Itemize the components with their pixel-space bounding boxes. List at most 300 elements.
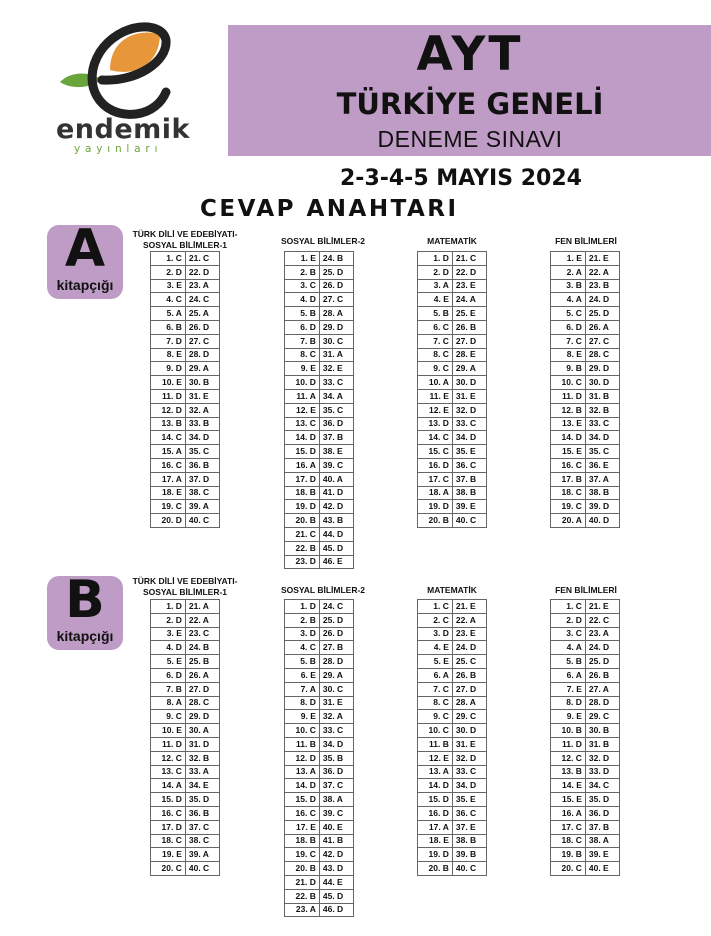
answer-row <box>285 682 354 696</box>
booklet-b-subject-2-title: SOSYAL BİLİMLER-2 <box>280 585 366 595</box>
answer-cell: 14. D <box>285 779 320 793</box>
answer-cell: 10. E <box>151 376 186 390</box>
answer-cell: 20. B <box>418 862 453 876</box>
answer-cell: 14. C <box>418 431 453 445</box>
answer-cell: 22. A <box>185 613 219 627</box>
answer-row <box>418 862 487 876</box>
answer-cell: 14. C <box>151 431 186 445</box>
answer-cell: 26. D <box>319 627 353 641</box>
answer-cell: 1. D <box>151 600 186 614</box>
answer-cell: 2. B <box>285 613 320 627</box>
answer-cell: 17. A <box>418 820 453 834</box>
answer-cell: 37. D <box>185 472 219 486</box>
answer-cell: 35. E <box>452 793 486 807</box>
answer-cell: 5. B <box>285 307 320 321</box>
answer-cell: 12. C <box>151 751 186 765</box>
answer-cell: 23. D <box>285 555 320 569</box>
answer-cell: 32. E <box>319 362 353 376</box>
answer-cell: 3. D <box>285 627 320 641</box>
answer-cell: 33. D <box>585 765 619 779</box>
booklet-b-subject-4-title: FEN BİLİMLERİ <box>555 585 617 595</box>
answer-row <box>285 307 354 321</box>
answer-cell: 28. A <box>319 307 353 321</box>
answer-row <box>551 724 620 738</box>
answer-cell: 39. A <box>185 848 219 862</box>
answer-cell: 14. A <box>151 779 186 793</box>
answer-row <box>418 417 487 431</box>
answer-row <box>285 252 354 266</box>
answer-row <box>151 862 220 876</box>
answer-cell: 9. C <box>151 710 186 724</box>
answer-cell: 6. B <box>151 320 186 334</box>
answer-cell: 24. D <box>585 293 619 307</box>
booklet-a-subject-3-title: MATEMATİK <box>427 236 477 246</box>
answer-cell: 33. C <box>585 417 619 431</box>
answer-cell: 37. B <box>585 820 619 834</box>
answer-cell: 38. B <box>585 486 619 500</box>
answer-row <box>151 848 220 862</box>
answer-cell: 4. A <box>551 641 586 655</box>
answer-cell: 12. E <box>418 751 453 765</box>
answer-cell: 32. A <box>319 710 353 724</box>
answer-row <box>551 655 620 669</box>
answer-cell: 6. D <box>151 668 186 682</box>
answer-cell: 26. B <box>452 668 486 682</box>
answer-cell: 32. D <box>452 751 486 765</box>
answer-cell: 24. C <box>319 600 353 614</box>
answer-row <box>151 348 220 362</box>
answer-cell: 43. B <box>319 514 353 528</box>
answer-cell: 37. E <box>452 820 486 834</box>
answer-row <box>285 793 354 807</box>
answer-cell: 2. D <box>551 613 586 627</box>
answer-cell: 15. D <box>151 793 186 807</box>
answer-row <box>151 779 220 793</box>
answer-cell: 4. D <box>151 641 186 655</box>
answer-cell: 27. C <box>585 334 619 348</box>
answer-cell: 18. B <box>285 834 320 848</box>
answer-cell: 14. D <box>418 779 453 793</box>
answer-cell: 33. C <box>452 765 486 779</box>
answer-cell: 12. D <box>151 403 186 417</box>
answer-row <box>285 613 354 627</box>
answer-row <box>551 641 620 655</box>
answer-cell: 19. D <box>418 848 453 862</box>
answer-cell: 27. C <box>319 293 353 307</box>
exam-subtitle: TÜRKİYE GENELİ <box>336 87 604 121</box>
answer-cell: 11. B <box>285 737 320 751</box>
booklet-b-subject-1-table <box>150 599 220 876</box>
answer-cell: 8. E <box>551 348 586 362</box>
answer-cell: 39. C <box>319 458 353 472</box>
answer-row <box>285 641 354 655</box>
answer-row <box>285 765 354 779</box>
answer-cell: 16. A <box>551 806 586 820</box>
answer-row <box>285 862 354 876</box>
answer-row <box>551 696 620 710</box>
answer-cell: 21. E <box>452 600 486 614</box>
answer-cell: 32. A <box>185 403 219 417</box>
answer-cell: 34. D <box>585 431 619 445</box>
answer-cell: 42. D <box>319 500 353 514</box>
answer-cell: 13. C <box>151 765 186 779</box>
answer-cell: 34. D <box>452 431 486 445</box>
answer-row <box>418 389 487 403</box>
answer-cell: 23. A <box>585 627 619 641</box>
answer-cell: 2. C <box>418 613 453 627</box>
booklet-a-subject-2-title: SOSYAL BİLİMLER-2 <box>280 236 366 246</box>
answer-row <box>551 820 620 834</box>
answer-row <box>551 710 620 724</box>
answer-cell: 33. C <box>452 417 486 431</box>
answer-cell: 32. D <box>452 403 486 417</box>
answer-cell: 5. B <box>418 307 453 321</box>
answer-row <box>285 668 354 682</box>
answer-row <box>285 376 354 390</box>
answer-cell: 38. E <box>319 445 353 459</box>
exam-title: AYT <box>416 27 524 82</box>
answer-cell: 31. E <box>452 389 486 403</box>
answer-cell: 8. D <box>285 696 320 710</box>
answer-cell: 12. E <box>285 403 320 417</box>
answer-cell: 31. B <box>585 737 619 751</box>
answer-cell: 29. A <box>185 362 219 376</box>
answer-row <box>418 320 487 334</box>
answer-cell: 40. C <box>452 514 486 528</box>
answer-cell: 19. B <box>551 848 586 862</box>
answer-cell: 28. C <box>185 696 219 710</box>
answer-cell: 36. B <box>185 806 219 820</box>
answer-row <box>418 334 487 348</box>
answer-cell: 19. C <box>151 500 186 514</box>
answer-cell: 19. D <box>418 500 453 514</box>
answer-cell: 38. B <box>452 486 486 500</box>
answer-cell: 2. D <box>151 613 186 627</box>
answer-row <box>151 320 220 334</box>
answer-cell: 33. B <box>185 417 219 431</box>
answer-row <box>418 765 487 779</box>
booklet-a-subject-2-table <box>284 251 354 569</box>
answer-cell: 26. B <box>585 668 619 682</box>
answer-cell: 16. A <box>285 458 320 472</box>
answer-row <box>551 600 620 614</box>
answer-cell: 43. D <box>319 862 353 876</box>
answer-cell: 29. C <box>452 710 486 724</box>
answer-cell: 13. C <box>285 417 320 431</box>
answer-cell: 11. D <box>551 737 586 751</box>
answer-cell: 18. B <box>285 486 320 500</box>
answer-row <box>151 431 220 445</box>
answer-cell: 15. D <box>285 793 320 807</box>
answer-row <box>151 834 220 848</box>
answer-cell: 39. B <box>452 848 486 862</box>
answer-cell: 30. C <box>319 334 353 348</box>
answer-cell: 36. D <box>319 765 353 779</box>
answer-cell: 11. D <box>151 737 186 751</box>
answer-row <box>551 389 620 403</box>
answer-cell: 36. D <box>585 806 619 820</box>
answer-row <box>418 668 487 682</box>
answer-row <box>551 307 620 321</box>
answer-cell: 1. D <box>418 252 453 266</box>
answer-cell: 5. A <box>151 307 186 321</box>
answer-cell: 10. E <box>151 724 186 738</box>
answer-cell: 18. E <box>418 834 453 848</box>
booklet-a-subject-1-table <box>150 251 220 528</box>
answer-row <box>151 500 220 514</box>
answer-cell: 3. B <box>551 279 586 293</box>
answer-cell: 22. D <box>452 265 486 279</box>
answer-row <box>551 779 620 793</box>
answer-row <box>285 751 354 765</box>
answer-cell: 23. A <box>185 279 219 293</box>
answer-cell: 9. C <box>418 362 453 376</box>
answer-cell: 39. E <box>452 500 486 514</box>
answer-row <box>285 403 354 417</box>
answer-cell: 14. D <box>285 431 320 445</box>
answer-row <box>151 376 220 390</box>
answer-cell: 17. D <box>285 472 320 486</box>
answer-cell: 37. C <box>319 779 353 793</box>
answer-row <box>285 362 354 376</box>
answer-cell: 11. B <box>418 737 453 751</box>
answer-cell: 36. B <box>185 458 219 472</box>
answer-cell: 35. C <box>185 445 219 459</box>
answer-cell: 37. B <box>319 431 353 445</box>
answer-cell: 40. E <box>585 862 619 876</box>
answer-row <box>285 724 354 738</box>
answer-cell: 28. E <box>452 348 486 362</box>
answer-row <box>285 445 354 459</box>
answer-row <box>551 668 620 682</box>
answer-cell: 38. A <box>319 793 353 807</box>
answer-cell: 32. D <box>585 751 619 765</box>
answer-row <box>151 806 220 820</box>
answer-row <box>418 514 487 528</box>
answer-row <box>551 486 620 500</box>
answer-cell: 9. E <box>285 710 320 724</box>
answer-row <box>151 655 220 669</box>
answer-cell: 21. A <box>185 600 219 614</box>
answer-row <box>151 751 220 765</box>
answer-cell: 1. E <box>551 252 586 266</box>
booklet-a-subject-1-title: TÜRK DİLİ VE EDEBİYATI- SOSYAL BİLİMLER-1 <box>132 229 238 250</box>
answer-cell: 34. D <box>319 737 353 751</box>
answer-cell: 6. C <box>418 320 453 334</box>
answer-row <box>418 600 487 614</box>
answer-cell: 5. C <box>551 307 586 321</box>
answer-row <box>418 820 487 834</box>
answer-cell: 16. C <box>285 806 320 820</box>
answer-row <box>418 362 487 376</box>
answer-cell: 40. C <box>185 514 219 528</box>
answer-cell: 24. C <box>185 293 219 307</box>
answer-row <box>418 348 487 362</box>
answer-cell: 9. C <box>418 710 453 724</box>
answer-cell: 12. E <box>418 403 453 417</box>
answer-cell: 3. C <box>551 627 586 641</box>
answer-row <box>151 514 220 528</box>
answer-cell: 10. C <box>551 376 586 390</box>
answer-row <box>551 376 620 390</box>
answer-row <box>151 307 220 321</box>
answer-row <box>151 486 220 500</box>
answer-row <box>418 458 487 472</box>
answer-cell: 7. E <box>551 682 586 696</box>
answer-cell: 8. C <box>418 696 453 710</box>
answer-row <box>551 806 620 820</box>
answer-cell: 35. E <box>452 445 486 459</box>
booklet-b-subject-2-table <box>284 599 354 917</box>
answer-row <box>285 889 354 903</box>
answer-cell: 8. D <box>551 696 586 710</box>
brand-tagline: yayınları <box>74 143 163 155</box>
answer-cell: 40. C <box>185 862 219 876</box>
answer-row <box>151 737 220 751</box>
answer-cell: 24. D <box>585 641 619 655</box>
answer-cell: 13. A <box>285 765 320 779</box>
answer-row <box>418 307 487 321</box>
answer-cell: 25. C <box>452 655 486 669</box>
answer-cell: 7. C <box>418 334 453 348</box>
answer-cell: 4. C <box>151 293 186 307</box>
booklet-b-label: kitapçığı <box>56 628 114 644</box>
answer-cell: 26. A <box>585 320 619 334</box>
answer-cell: 31. E <box>319 696 353 710</box>
answer-cell: 14. E <box>551 779 586 793</box>
answer-cell: 36. E <box>585 458 619 472</box>
answer-cell: 30. B <box>585 724 619 738</box>
answer-cell: 3. C <box>285 279 320 293</box>
answer-cell: 11. D <box>151 389 186 403</box>
answer-cell: 1. E <box>285 252 320 266</box>
answer-row <box>551 737 620 751</box>
answer-cell: 41. B <box>319 834 353 848</box>
answer-cell: 35. C <box>585 445 619 459</box>
answer-row <box>151 403 220 417</box>
answer-cell: 22. C <box>585 613 619 627</box>
answer-row <box>151 613 220 627</box>
answer-cell: 20. C <box>551 862 586 876</box>
answer-cell: 34. D <box>185 431 219 445</box>
answer-row <box>285 627 354 641</box>
answer-cell: 21. D <box>285 875 320 889</box>
answer-cell: 6. A <box>418 668 453 682</box>
answer-cell: 15. A <box>151 445 186 459</box>
answer-cell: 17. B <box>551 472 586 486</box>
answer-row <box>418 403 487 417</box>
answer-cell: 23. C <box>185 627 219 641</box>
answer-cell: 25. A <box>185 307 219 321</box>
answer-cell: 24. D <box>452 641 486 655</box>
answer-cell: 9. E <box>551 710 586 724</box>
answer-cell: 40. E <box>319 820 353 834</box>
answer-cell: 26. D <box>319 279 353 293</box>
answer-cell: 4. E <box>418 641 453 655</box>
answer-cell: 34. A <box>319 389 353 403</box>
answer-row <box>151 445 220 459</box>
answer-cell: 25. D <box>319 265 353 279</box>
answer-cell: 4. C <box>285 641 320 655</box>
answer-cell: 16. C <box>551 458 586 472</box>
answer-cell: 30. C <box>319 682 353 696</box>
answer-cell: 7. D <box>151 334 186 348</box>
answer-cell: 12. D <box>285 751 320 765</box>
answer-row <box>418 486 487 500</box>
answer-cell: 19. C <box>285 848 320 862</box>
answer-row <box>418 279 487 293</box>
answer-row <box>418 793 487 807</box>
answer-row <box>551 765 620 779</box>
exam-subtitle-2: DENEME SINAVI <box>377 126 563 152</box>
answer-cell: 10. B <box>551 724 586 738</box>
answer-cell: 2. A <box>551 265 586 279</box>
answer-cell: 22. A <box>585 265 619 279</box>
answer-row <box>285 417 354 431</box>
answer-cell: 8. C <box>285 348 320 362</box>
answer-row <box>551 279 620 293</box>
answer-row <box>285 320 354 334</box>
answer-cell: 6. E <box>285 668 320 682</box>
answer-row <box>151 793 220 807</box>
answer-cell: 8. A <box>151 696 186 710</box>
answer-cell: 19. D <box>285 500 320 514</box>
answer-cell: 17. E <box>285 820 320 834</box>
answer-row <box>151 334 220 348</box>
answer-cell: 9. E <box>285 362 320 376</box>
answer-cell: 17. C <box>418 472 453 486</box>
answer-row <box>418 737 487 751</box>
answer-cell: 22. B <box>285 889 320 903</box>
answer-row <box>285 875 354 889</box>
answer-cell: 38. B <box>452 834 486 848</box>
answer-row <box>151 279 220 293</box>
answer-cell: 3. E <box>151 627 186 641</box>
answer-cell: 15. E <box>551 793 586 807</box>
answer-cell: 22. D <box>185 265 219 279</box>
answer-cell: 46. D <box>319 903 353 917</box>
answer-row <box>551 417 620 431</box>
answer-row <box>151 668 220 682</box>
answer-row <box>151 265 220 279</box>
answer-row <box>151 293 220 307</box>
answer-cell: 11. D <box>551 389 586 403</box>
answer-cell: 7. B <box>151 682 186 696</box>
answer-row <box>285 834 354 848</box>
answer-cell: 45. D <box>319 541 353 555</box>
answer-cell: 28. D <box>585 696 619 710</box>
answer-row <box>285 389 354 403</box>
booklet-a-subject-4-table <box>550 251 620 528</box>
answer-row <box>285 600 354 614</box>
answer-cell: 14. D <box>551 431 586 445</box>
answer-row <box>551 293 620 307</box>
answer-cell: 8. E <box>151 348 186 362</box>
answer-row <box>151 710 220 724</box>
answer-cell: 33. C <box>319 724 353 738</box>
answer-row <box>418 710 487 724</box>
answer-row <box>418 724 487 738</box>
answer-cell: 8. C <box>418 348 453 362</box>
answer-cell: 7. A <box>285 682 320 696</box>
answer-cell: 16. C <box>151 458 186 472</box>
answer-row <box>418 613 487 627</box>
answer-cell: 11. A <box>285 389 320 403</box>
answer-row <box>285 279 354 293</box>
answer-row <box>418 751 487 765</box>
answer-row <box>285 555 354 569</box>
answer-row <box>551 862 620 876</box>
